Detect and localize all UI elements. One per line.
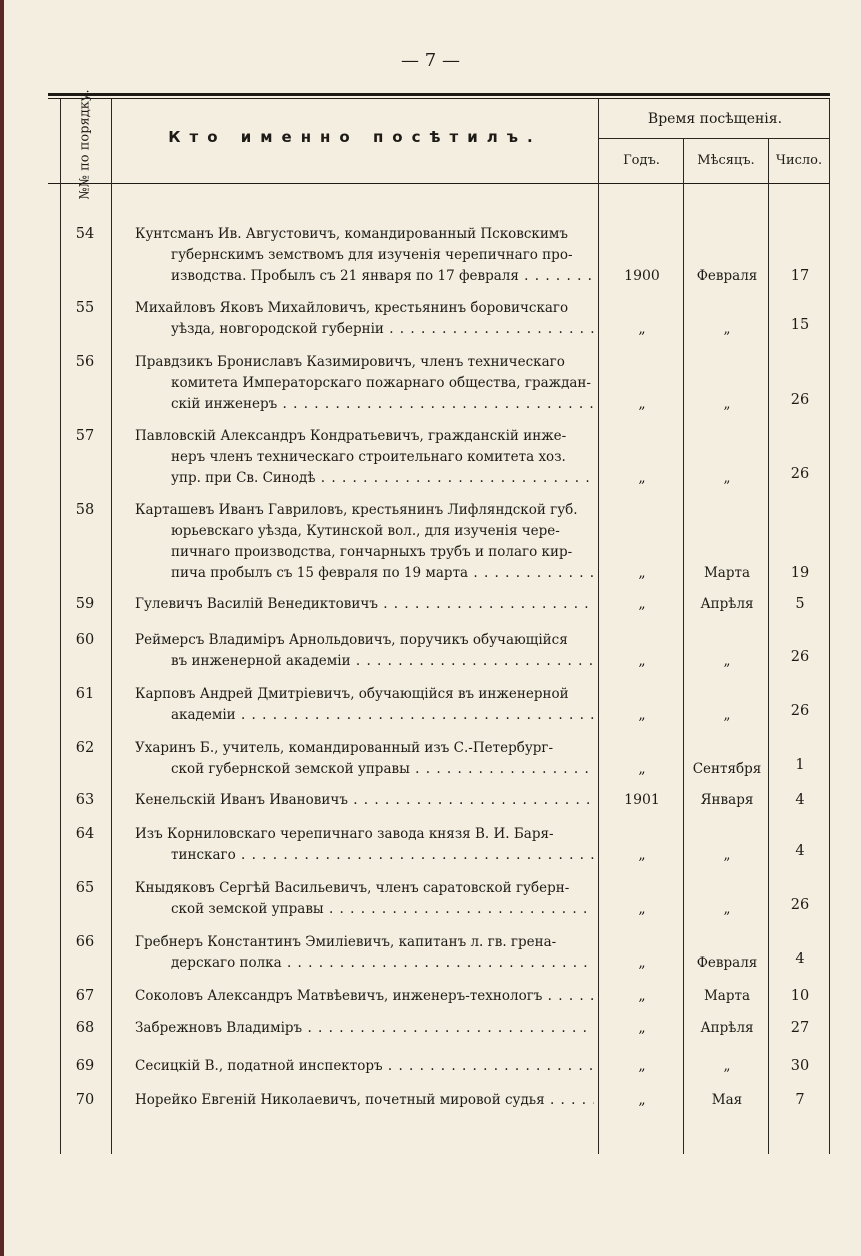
time-subrule [598, 138, 830, 139]
visit-year: „ [638, 1058, 646, 1074]
page-number: — 7 — [401, 50, 460, 71]
visit-year: 1900 [624, 268, 660, 284]
visit-year: „ [638, 565, 646, 581]
header-who: Кто именно посѣтилъ. [168, 128, 542, 146]
visitor-description [135, 1090, 594, 1111]
description-line: неръ членъ техническаго строительнаго комитета хоз. [171, 449, 566, 465]
row-number: 66 [75, 934, 95, 950]
description-line: губернскимъ земствомъ для изученія черепичнаго про- [171, 247, 573, 263]
visit-day: 5 [795, 596, 805, 612]
visit-year: „ [638, 901, 646, 917]
visitor-description [135, 352, 594, 415]
description-line: Норейко Евгеній Николаевичъ, почетный мировой судья . . . [135, 1090, 594, 1111]
row-number: 63 [75, 792, 95, 808]
description-line: ской губернской земской управы . . . [135, 759, 594, 780]
visit-month: „ [723, 321, 731, 337]
visit-day: 4 [795, 843, 805, 859]
description-line: Кенельскій Иванъ Ивановичъ . . . [135, 790, 594, 811]
description-line: комитета Императорскаго пожарнаго общества, граждан- [171, 375, 591, 391]
row-number: 56 [75, 354, 95, 370]
visit-month: „ [723, 707, 731, 723]
header-rule [48, 183, 830, 184]
description-line: Гребнеръ Константинъ Эмиліевичъ, капитанъ л. гв. грена- [135, 934, 557, 950]
visit-month: „ [723, 653, 731, 669]
description-line: Соколовъ Александръ Матвѣевичъ, инженеръ-технологъ . . . [135, 986, 594, 1007]
description-line: Карташевъ Иванъ Гавриловъ, крестьянинъ Лифляндской губ. [135, 502, 578, 518]
description-line: дерскаго полка . . . [135, 953, 594, 974]
header-year: Годъ. [623, 153, 660, 168]
visit-day: 26 [790, 649, 810, 665]
description-line: Реймерсъ Владиміръ Арнольдовичъ, поручикъ обучающійся [135, 632, 568, 648]
visit-day: 26 [790, 703, 810, 719]
visit-year: „ [638, 653, 646, 669]
visit-day: 1 [795, 757, 805, 773]
description-line: Кунтсманъ Ив. Августовичъ, командированный Псковскимъ [135, 226, 568, 242]
description-line: уѣзда, новгородской губерніи . . . [135, 319, 594, 340]
header-day: Число. [775, 153, 823, 168]
visit-day: 4 [795, 951, 805, 967]
description-line: тинскаго . . . [135, 845, 594, 866]
description-line: Павловскій Александръ Кондратьевичъ, гражданскій инже- [135, 428, 567, 444]
col-line [683, 138, 684, 1154]
visit-month: „ [723, 470, 731, 486]
description-line: Сесицкій В., податной инспекторъ . . . [135, 1056, 594, 1077]
header-number: №№ по порядку. [77, 88, 93, 200]
visitor-description [135, 790, 594, 811]
visitor-description [135, 224, 594, 287]
visitor-description [135, 878, 594, 920]
description-line: изводства. Пробылъ съ 21 января по 17 февраля . . . [135, 266, 594, 287]
col-line [598, 99, 599, 1154]
visit-day: 26 [790, 466, 810, 482]
visit-year: „ [638, 847, 646, 863]
visit-day: 17 [790, 268, 810, 284]
visitor-description [135, 594, 594, 615]
visit-month: „ [723, 847, 731, 863]
visit-day: 4 [795, 792, 805, 808]
description-line: Гулевичъ Василій Венедиктовичъ . . . [135, 594, 594, 615]
visit-day: 26 [790, 392, 810, 408]
row-number: 60 [75, 632, 95, 648]
visit-month: „ [723, 396, 731, 412]
visit-year: „ [638, 396, 646, 412]
top-rule-thin [48, 98, 830, 99]
row-number: 64 [75, 826, 95, 842]
visit-year: 1901 [624, 792, 660, 808]
visitor-description [135, 1056, 594, 1077]
visit-year: „ [638, 1020, 646, 1036]
description-line: упр. при Св. Синодѣ . . . [135, 468, 594, 489]
description-line: скій инженеръ . . . [135, 394, 594, 415]
page-edge [0, 0, 4, 1256]
visit-year: „ [638, 761, 646, 777]
description-line: Забрежновъ Владиміръ . . . [135, 1018, 594, 1039]
visit-month: Апрѣля [700, 596, 754, 612]
description-line: ской земской управы . . . [135, 899, 594, 920]
visit-month: Февраля [696, 268, 758, 284]
visit-month: „ [723, 1058, 731, 1074]
visitor-description [135, 630, 594, 672]
visitor-description [135, 500, 594, 584]
visit-month: „ [723, 901, 731, 917]
row-number: 58 [75, 502, 95, 518]
visitor-description [135, 684, 594, 726]
row-number: 67 [75, 988, 95, 1004]
row-number: 70 [75, 1092, 95, 1108]
visit-month: Сентября [692, 761, 762, 777]
description-line: Карповъ Андрей Дмитріевичъ, обучающійся въ инженерной [135, 686, 569, 702]
visit-year: „ [638, 321, 646, 337]
description-line: академіи . . . [135, 705, 594, 726]
visitor-description [135, 824, 594, 866]
row-number: 69 [75, 1058, 95, 1074]
visit-day: 15 [790, 317, 810, 333]
visit-day: 19 [790, 565, 810, 581]
header-month: Мѣсяцъ. [697, 153, 755, 168]
visit-day: 26 [790, 897, 810, 913]
visit-month: Февраля [696, 955, 758, 971]
row-number: 54 [75, 226, 95, 242]
row-number: 65 [75, 880, 95, 896]
description-line: пича пробылъ съ 15 февраля по 19 марта . . . [135, 563, 594, 584]
visit-year: „ [638, 955, 646, 971]
description-line: Ухаринъ Б., учитель, командированный изъ С.-Петербург- [135, 740, 554, 756]
visitor-description [135, 426, 594, 489]
visit-year: „ [638, 707, 646, 723]
visit-year: „ [638, 596, 646, 612]
visit-month: Мая [711, 1092, 743, 1108]
visit-month: Января [700, 792, 754, 808]
visit-month: Марта [703, 988, 751, 1004]
description-line: Изъ Корниловскаго черепичнаго завода князя В. И. Баря- [135, 826, 554, 842]
visit-month: Апрѣля [700, 1020, 754, 1036]
visitor-description [135, 986, 594, 1007]
col-line [111, 99, 112, 1154]
row-number: 55 [75, 300, 95, 316]
visitor-description [135, 932, 594, 974]
visit-month: Марта [703, 565, 751, 581]
description-line: въ инженерной академіи . . . [135, 651, 594, 672]
visit-day: 27 [790, 1020, 810, 1036]
visit-day: 7 [795, 1092, 805, 1108]
visitor-description [135, 738, 594, 780]
description-line: Кныдяковъ Сергѣй Васильевичъ, членъ саратовской губерн- [135, 880, 570, 896]
visit-year: „ [638, 1092, 646, 1108]
row-number: 62 [75, 740, 95, 756]
row-number: 68 [75, 1020, 95, 1036]
row-number: 57 [75, 428, 95, 444]
visitor-description [135, 298, 594, 340]
description-line: пичнаго производства, гончарныхъ трубъ и полаго кир- [171, 544, 573, 560]
description-line: юрьевскаго уѣзда, Кутинской вол., для изученія чере- [171, 523, 560, 539]
header-time: Время посѣщенія. [647, 111, 783, 127]
visit-year: „ [638, 988, 646, 1004]
visit-day: 30 [790, 1058, 810, 1074]
visit-day: 10 [790, 988, 810, 1004]
description-line: Правдзикъ Брониславъ Казимировичъ, членъ техническаго [135, 354, 565, 370]
col-line [768, 138, 769, 1154]
row-number: 59 [75, 596, 95, 612]
row-number: 61 [75, 686, 95, 702]
top-rule [48, 93, 830, 96]
visit-year: „ [638, 470, 646, 486]
description-line: Михайловъ Яковъ Михайловичъ, крестьянинъ боровичскаго [135, 300, 569, 316]
visitor-description [135, 1018, 594, 1039]
